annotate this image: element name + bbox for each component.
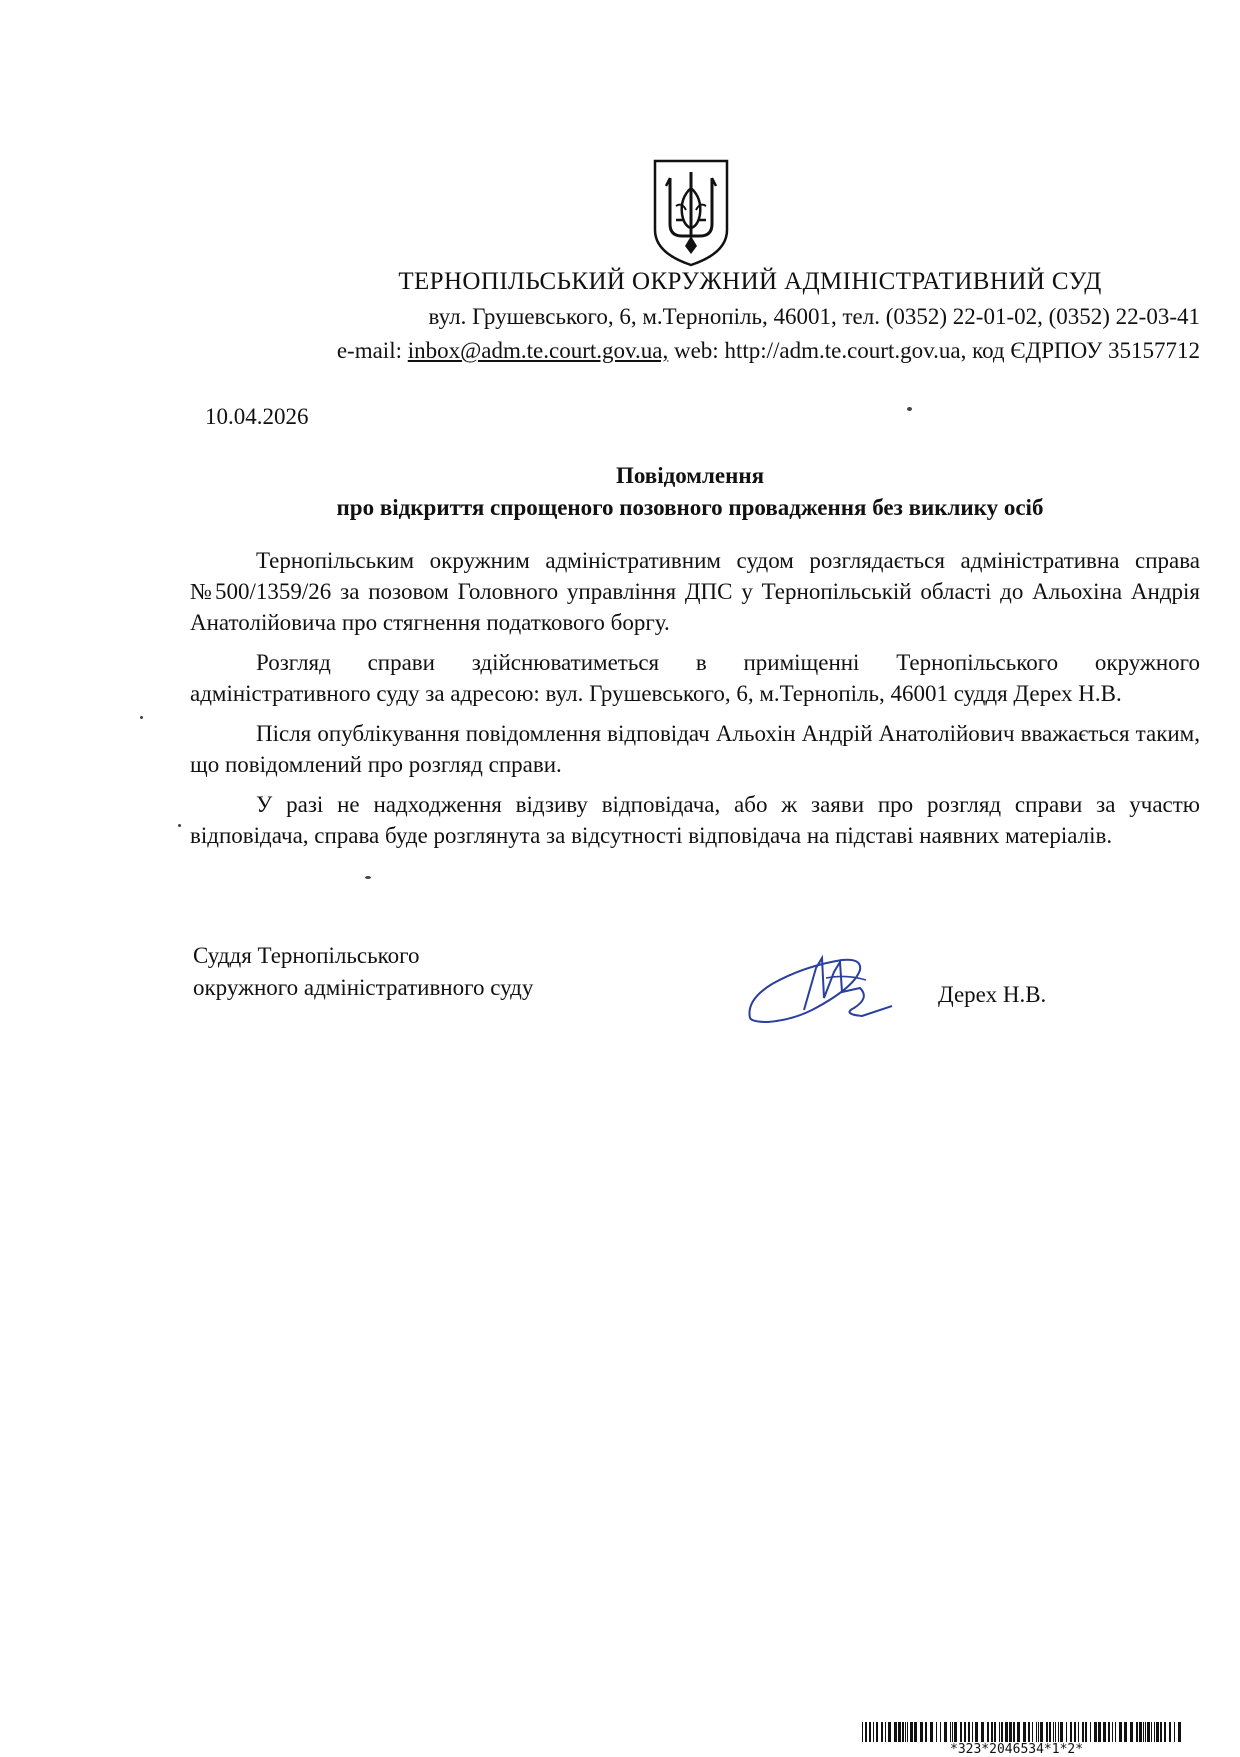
barcode-bar (1147, 1722, 1150, 1742)
barcode-bar (1066, 1722, 1067, 1742)
title-main: Повідомлення (615, 463, 765, 488)
barcode-bar (972, 1722, 973, 1742)
document-date: 10.04.2026 (205, 404, 309, 429)
scan-speck (365, 876, 371, 879)
barcode-bar (981, 1722, 984, 1742)
barcode-bar (1098, 1722, 1101, 1742)
barcode-bar (1074, 1722, 1076, 1742)
barcode-bar (894, 1722, 897, 1742)
barcode-bar (1178, 1722, 1181, 1742)
barcode-bar (1108, 1722, 1110, 1742)
barcode-bar (1115, 1722, 1116, 1742)
barcode-bar (1085, 1722, 1087, 1742)
barcode-bar (950, 1722, 951, 1742)
barcode-bar (1017, 1722, 1020, 1742)
barcode-bar (907, 1722, 908, 1742)
barcode-bar (920, 1722, 923, 1742)
barcode-bar (1040, 1722, 1043, 1742)
barcode-bar (1151, 1722, 1152, 1742)
court-address: вул. Грушевського, 6, м.Тернопіль, 46001, тел. (0352) 22-01-02, (0352) 22-03-41 (428, 304, 1200, 329)
barcode-bar (1094, 1722, 1097, 1742)
barcode-bar (1139, 1722, 1142, 1742)
barcode-bar (1032, 1722, 1033, 1742)
notice-body (190, 545, 1200, 860)
barcode-bar (914, 1722, 917, 1742)
barcode-bar (1060, 1722, 1063, 1742)
barcode-bar (968, 1722, 970, 1742)
barcode-bar (1055, 1722, 1056, 1742)
barcode-bar (936, 1722, 937, 1742)
barcode-bar (876, 1722, 878, 1742)
email-link[interactable]: inbox@adm.te.court.gov.ua, (407, 338, 669, 363)
barcode-bar (1112, 1722, 1113, 1742)
barcode-bar (1160, 1722, 1162, 1742)
barcode-bar (888, 1722, 891, 1742)
barcode-bar (902, 1722, 904, 1742)
barcode-bar (881, 1722, 883, 1742)
barcode-bar (1028, 1722, 1030, 1742)
barcode-bar (1013, 1722, 1015, 1742)
barcode-bar (1130, 1722, 1133, 1742)
barcode-bar (944, 1722, 947, 1742)
notice-title (180, 460, 1200, 524)
barcode-bar (960, 1722, 962, 1742)
barcode-bar (1005, 1722, 1008, 1742)
barcode-bar (954, 1722, 957, 1742)
barcode-bar (905, 1722, 906, 1742)
barcode-bar (1103, 1722, 1106, 1742)
barcode-bar (910, 1722, 913, 1742)
letterhead (240, 268, 1200, 368)
scan-speck (140, 716, 143, 719)
barcode-bar (885, 1722, 886, 1742)
paragraph: Тернопільським окружним адміністративним судом розглядається адміністративна справа №500/1359/26 за позовом Головного управління ДПС у Тернопільській області до Альохіна Андрія Анатолійовича про стягнення податкового боргу. (190, 548, 1200, 635)
paragraph: У разі не надходження відзиву відповідача, або ж заяви про розгляд справи за участю відповідача, справа буде розглянута за відсутності відповідача на підставі наявних матеріалів. (190, 792, 1200, 848)
scan-speck (178, 824, 181, 827)
court-name: ТЕРНОПІЛЬСЬКИЙ ОКРУЖНИЙ АДМІНІСТРАТИВНИЙ СУД (398, 268, 1102, 295)
barcode-bar (1049, 1722, 1051, 1742)
judge-position-line1: Суддя Тернопільського (193, 943, 420, 968)
barcode-bar (1023, 1722, 1026, 1742)
barcode-number: *323*2046534*1*2* (950, 1742, 1084, 1757)
coat-of-arms-icon (652, 158, 730, 268)
barcode-bar (898, 1722, 901, 1742)
handwritten-signature (742, 948, 902, 1028)
barcode-bar (1036, 1722, 1037, 1742)
barcode-bar (865, 1722, 867, 1742)
barcode-bar (1053, 1722, 1054, 1742)
paragraph: Розгляд справи здійснюватиметься в приміщенні Тернопільського окружного адміністративного суду за адресою: вул. Грушевського, 6, м.Тернопіль, 46001 суддя Дерех Н.В. (190, 650, 1200, 706)
barcode-bar (1001, 1722, 1003, 1742)
paragraph: Після опублікування повідомлення відповідач Альохін Андрій Анатолійович вважається таким, що повідомлений про розгляд справи. (190, 721, 1200, 777)
barcode-bar (994, 1722, 996, 1742)
barcode-bar (991, 1722, 993, 1742)
barcode-bar (1070, 1722, 1072, 1742)
barcode-bar (1058, 1722, 1059, 1742)
barcode-bar (1124, 1722, 1127, 1742)
barcode-bar (1078, 1722, 1079, 1742)
court-contacts (240, 334, 1200, 368)
barcode-bar (975, 1722, 978, 1742)
barcode-bar (925, 1722, 927, 1742)
barcode-bar (964, 1722, 966, 1742)
title-sub: про відкриття спрощеного позовного провадження без виклику осіб (336, 495, 1044, 520)
barcode-bar (873, 1722, 874, 1742)
barcode-bar (1145, 1722, 1146, 1742)
barcode-bar (1169, 1722, 1171, 1742)
barcode-bar (1119, 1722, 1122, 1742)
barcode-bar (869, 1722, 871, 1742)
scan-speck (907, 407, 912, 411)
judge-name: Дерех Н.В. (938, 982, 1047, 1007)
barcode-bar (1090, 1722, 1091, 1742)
barcode-bar (999, 1722, 1000, 1742)
barcode-bar (952, 1722, 953, 1742)
barcode-bar (987, 1722, 989, 1742)
barcode-bar (862, 1722, 863, 1742)
judge-position (193, 940, 533, 1004)
barcode-bar (1082, 1722, 1084, 1742)
web-and-code: web: http://adm.te.court.gov.ua, код ЄДРПОУ 35157712 (668, 338, 1200, 363)
barcode-bar (1154, 1722, 1155, 1742)
barcode-bar (1038, 1722, 1039, 1742)
barcode-bar (1164, 1722, 1166, 1742)
barcode-bar (940, 1722, 941, 1742)
judge-position-line2: окружного адміністративного суду (193, 975, 534, 1000)
email-label: e-mail: (336, 338, 408, 363)
barcode-bar (930, 1722, 933, 1742)
barcode-bar (1174, 1722, 1175, 1742)
barcode-bar (1156, 1722, 1159, 1742)
barcode-bar (1143, 1722, 1144, 1742)
barcode-bar (1046, 1722, 1048, 1742)
barcode-bar (1009, 1722, 1012, 1742)
barcode-bar (1136, 1722, 1138, 1742)
